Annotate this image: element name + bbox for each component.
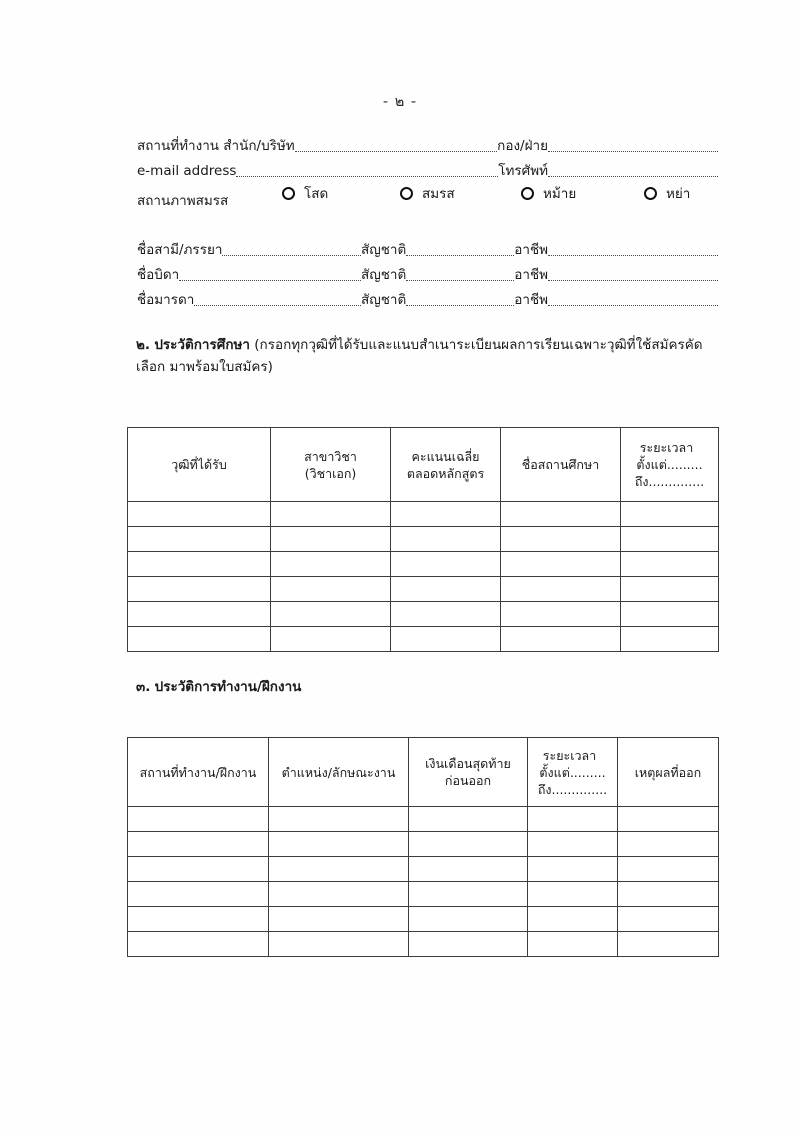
cell-position[interactable] (269, 932, 409, 957)
field-label-father-name: ชื่อบิดา (137, 266, 180, 283)
education-table-body (128, 502, 719, 652)
cell-reason-for-leaving[interactable] (618, 882, 719, 907)
table-row (128, 807, 719, 832)
cell-position[interactable] (269, 857, 409, 882)
cell-institution[interactable] (501, 502, 621, 527)
column-header-gpa: คะแนนเฉลี่ย ตลอดหลักสูตร (391, 428, 501, 502)
table-row (128, 832, 719, 857)
cell-institution[interactable] (501, 602, 621, 627)
cell-degree[interactable] (128, 552, 271, 577)
cell-workplace[interactable] (128, 807, 269, 832)
cell-field-of-study[interactable] (271, 527, 391, 552)
cell-institution[interactable] (501, 552, 621, 577)
field-input-email[interactable] (236, 175, 498, 177)
field-label-father-occupation: อาชีพ (514, 266, 548, 283)
cell-workplace[interactable] (128, 857, 269, 882)
cell-institution[interactable] (501, 577, 621, 602)
table-row (128, 857, 719, 882)
cell-duration[interactable] (621, 502, 719, 527)
radio-circle-icon[interactable] (644, 187, 657, 200)
table-row (128, 627, 719, 652)
cell-duration[interactable] (621, 552, 719, 577)
field-input-spouse-occupation[interactable] (548, 254, 718, 256)
section-number: ๓. (136, 679, 151, 695)
radio-option-married[interactable] (400, 186, 455, 202)
table-row (128, 882, 719, 907)
field-row-spouse (137, 234, 718, 259)
table-row (128, 577, 719, 602)
radio-circle-icon[interactable] (282, 187, 295, 200)
cell-institution[interactable] (501, 527, 621, 552)
column-header-degree: วุฒิที่ได้รับ (128, 428, 271, 502)
cell-workplace[interactable] (128, 907, 269, 932)
field-row-father (137, 259, 718, 284)
cell-gpa[interactable] (391, 502, 501, 527)
education-history-table (127, 427, 719, 652)
radio-option-single[interactable] (282, 186, 328, 202)
cell-last-salary[interactable] (409, 807, 528, 832)
cell-gpa[interactable] (391, 602, 501, 627)
radio-circle-icon[interactable] (400, 187, 413, 200)
cell-degree[interactable] (128, 602, 271, 627)
field-label-spouse-occupation: อาชีพ (514, 241, 548, 258)
cell-workplace[interactable] (128, 882, 269, 907)
field-label-spouse-nationality: สัญชาติ (360, 241, 407, 258)
cell-reason-for-leaving[interactable] (618, 932, 719, 957)
cell-duration[interactable] (528, 857, 618, 882)
column-header-reason-for-leaving: เหตุผลที่ออก (618, 738, 719, 807)
cell-degree[interactable] (128, 527, 271, 552)
table-header-row (128, 738, 719, 807)
cell-reason-for-leaving[interactable] (618, 907, 719, 932)
field-input-father-occupation[interactable] (548, 279, 718, 281)
field-input-phone[interactable] (548, 175, 718, 177)
section-title: ประวัติการศึกษา (154, 337, 250, 353)
column-header-duration: ระยะเวลา ตั้งแต่......... ถึง.............. (528, 738, 618, 807)
cell-position[interactable] (269, 907, 409, 932)
cell-last-salary[interactable] (409, 882, 528, 907)
cell-last-salary[interactable] (409, 932, 528, 957)
field-input-father-name[interactable] (179, 279, 361, 281)
work-history-table (127, 737, 719, 957)
radio-option-divorced[interactable] (644, 186, 690, 202)
cell-last-salary[interactable] (409, 907, 528, 932)
column-header-duration: ระยะเวลา ตั้งแต่......... ถึง.............. (621, 428, 719, 502)
cell-position[interactable] (269, 807, 409, 832)
cell-field-of-study[interactable] (271, 577, 391, 602)
radio-label-widowed: หม้าย (543, 186, 577, 202)
section-heading-education (136, 334, 721, 378)
cell-duration[interactable] (528, 882, 618, 907)
column-header-institution: ชื่อสถานศึกษา (501, 428, 621, 502)
column-header-last-salary: เงินเดือนสุดท้าย ก่อนออก (409, 738, 528, 807)
cell-workplace[interactable] (128, 832, 269, 857)
cell-position[interactable] (269, 832, 409, 857)
field-label-father-nationality: สัญชาติ (360, 266, 407, 283)
field-label-division: กอง/ฝ่าย (497, 137, 548, 154)
cell-degree[interactable] (128, 577, 271, 602)
table-row (128, 907, 719, 932)
work-table-body (128, 807, 719, 957)
cell-duration[interactable] (528, 807, 618, 832)
table-row (128, 932, 719, 957)
column-header-workplace: สถานที่ทำงาน/ฝึกงาน (128, 738, 269, 807)
radio-label-single: โสด (304, 186, 329, 202)
section-heading-work (136, 676, 721, 698)
page-number: - ๒ - (382, 94, 418, 110)
column-header-field-of-study: สาขาวิชา (วิชาเอก) (271, 428, 391, 502)
marital-status-label: สถานภาพสมรส (137, 193, 229, 209)
cell-last-salary[interactable] (409, 832, 528, 857)
field-label-mother-name: ชื่อมารดา (137, 291, 195, 308)
cell-duration[interactable] (621, 627, 719, 652)
field-label-mother-nationality: สัญชาติ (360, 291, 407, 308)
radio-label-divorced: หย่า (666, 186, 691, 202)
cell-duration[interactable] (621, 577, 719, 602)
cell-duration[interactable] (528, 832, 618, 857)
cell-reason-for-leaving[interactable] (618, 832, 719, 857)
cell-degree[interactable] (128, 502, 271, 527)
field-input-mother-nationality[interactable] (406, 304, 514, 306)
cell-duration[interactable] (621, 527, 719, 552)
cell-workplace[interactable] (128, 932, 269, 957)
radio-label-married: สมรส (422, 186, 455, 202)
marital-status-row (137, 186, 718, 212)
cell-degree[interactable] (128, 627, 271, 652)
field-input-father-nationality[interactable] (406, 279, 514, 281)
field-row-email (137, 155, 718, 180)
field-row-workplace (137, 130, 718, 155)
cell-field-of-study[interactable] (271, 502, 391, 527)
family-info-block (137, 234, 718, 309)
table-row (128, 552, 719, 577)
radio-circle-icon[interactable] (521, 187, 534, 200)
cell-position[interactable] (269, 882, 409, 907)
cell-field-of-study[interactable] (271, 552, 391, 577)
cell-institution[interactable] (501, 627, 621, 652)
cell-gpa[interactable] (391, 577, 501, 602)
section-number: ๒. (136, 337, 151, 353)
field-label-workplace: สถานที่ทำงาน สำนัก/บริษัท (137, 137, 295, 154)
table-row (128, 502, 719, 527)
cell-field-of-study[interactable] (271, 602, 391, 627)
cell-gpa[interactable] (391, 552, 501, 577)
field-label-phone: โทรศัพท์ (498, 162, 548, 179)
workplace-contact-block (137, 130, 718, 180)
field-row-mother (137, 284, 718, 309)
cell-reason-for-leaving[interactable] (618, 807, 719, 832)
section-title: ประวัติการทำงาน/ฝึกงาน (154, 679, 302, 695)
field-label-email: e-mail address (137, 162, 237, 179)
table-row (128, 602, 719, 627)
cell-gpa[interactable] (391, 627, 501, 652)
field-input-division[interactable] (548, 150, 718, 152)
cell-last-salary[interactable] (409, 857, 528, 882)
field-input-spouse-nationality[interactable] (406, 254, 514, 256)
cell-reason-for-leaving[interactable] (618, 857, 719, 882)
field-input-mother-name[interactable] (194, 304, 361, 306)
field-input-spouse-name[interactable] (222, 254, 361, 256)
field-input-workplace[interactable] (295, 150, 497, 152)
cell-duration[interactable] (528, 932, 618, 957)
cell-field-of-study[interactable] (271, 627, 391, 652)
column-header-position: ตำแหน่ง/ลักษณะงาน (269, 738, 409, 807)
field-label-mother-occupation: อาชีพ (514, 291, 548, 308)
table-header-row (128, 428, 719, 502)
table-row (128, 527, 719, 552)
cell-duration[interactable] (621, 602, 719, 627)
radio-option-widowed[interactable] (521, 186, 576, 202)
section-note: (กรอกทุกวุฒิที่ได้รับและแนบสำเนาระเบียนผลการเรียนเฉพาะวุฒิที่ใช้สมัครคัดเลือก มาพร้อมใบสมัคร) (136, 337, 703, 375)
field-input-mother-occupation[interactable] (548, 304, 718, 306)
cell-duration[interactable] (528, 907, 618, 932)
cell-gpa[interactable] (391, 527, 501, 552)
field-label-spouse-name: ชื่อสามี/ภรรยา (137, 241, 223, 258)
